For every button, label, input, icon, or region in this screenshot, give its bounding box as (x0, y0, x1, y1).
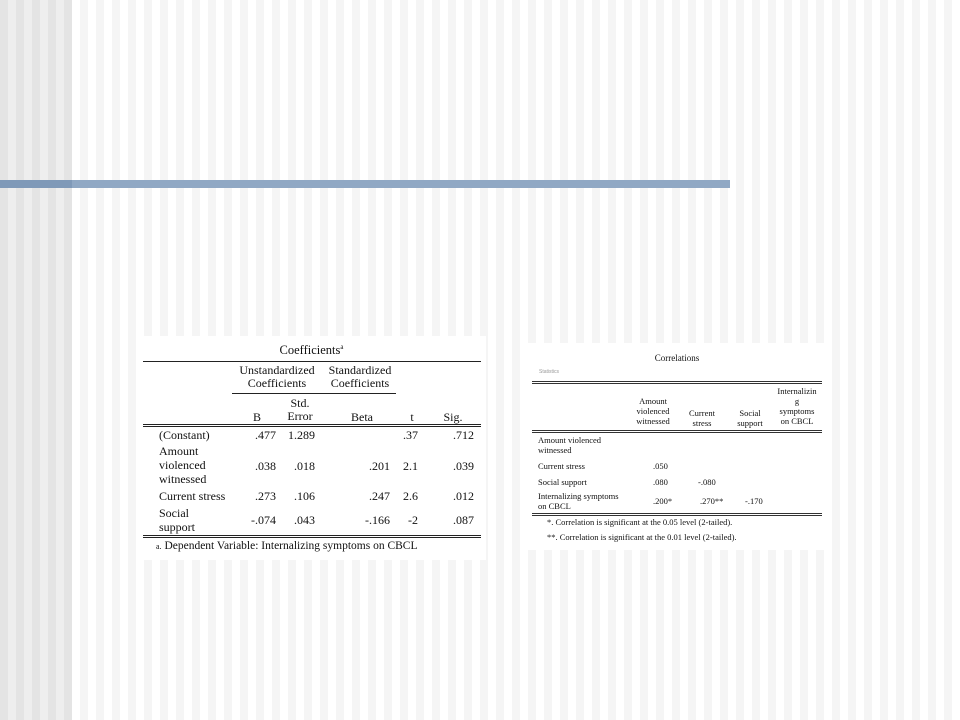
cell-se: .106 (294, 489, 315, 503)
cell-sig: .012 (453, 489, 474, 503)
bottom-rule (143, 535, 481, 538)
cell-beta: .247 (369, 489, 390, 503)
column-header-current-stress (681, 408, 723, 428)
label-line: witnessed (159, 472, 207, 486)
header-standardized (320, 364, 400, 390)
header-text: Error (287, 409, 313, 423)
cell-value: .050 (653, 461, 668, 471)
header-text: Unstandardized (239, 363, 315, 377)
cell-b: .477 (255, 428, 276, 442)
header-text: Amount (639, 396, 667, 406)
header-text: on CBCL (780, 416, 814, 426)
label-line: Internalizing symptoms (538, 491, 619, 501)
label-line: Amount (159, 444, 199, 458)
header-text: symptoms (779, 406, 815, 416)
header-text: Internalizin (777, 386, 817, 396)
header-text: Social (739, 408, 761, 418)
column-header-amount-violenced (623, 396, 683, 426)
header-text: Coefficients (247, 376, 307, 390)
coefficients-title-superscript: a (340, 343, 344, 351)
cell-value: .080 (653, 477, 668, 487)
cell-beta: -.166 (365, 513, 390, 527)
correlations-subtitle: Statistics (539, 369, 560, 375)
label-line: witnessed (538, 445, 572, 455)
label-line: violenced (159, 458, 206, 472)
column-header-b: B (252, 410, 261, 424)
top-rule (532, 381, 822, 384)
correlations-note-05: *. Correlation is significant at the 0.05 level (2-tailed). (547, 517, 733, 527)
cell-sig: .039 (453, 459, 474, 473)
slide-accent-line (0, 180, 730, 188)
row-label-amount-violenced (159, 444, 206, 486)
bottom-rule (532, 513, 822, 516)
header-rule (532, 430, 822, 433)
cell-t: .37 (403, 428, 418, 442)
header-rule (143, 424, 481, 427)
cell-b: .273 (255, 489, 276, 503)
label-line: Social (159, 506, 189, 520)
header-text: stress (692, 418, 712, 428)
row-label-social-support: Social support (538, 477, 587, 487)
cell-se: 1.289 (288, 428, 315, 442)
cell-t: 2.6 (403, 489, 418, 503)
cell-t: -2 (408, 513, 418, 527)
row-label-internalizing (538, 491, 619, 511)
cell-sig: .087 (453, 513, 474, 527)
column-header-sig: Sig. (443, 410, 463, 424)
header-text: Current (689, 408, 715, 418)
cell-b: .038 (255, 459, 276, 473)
cell-value: -.080 (698, 477, 716, 487)
row-label-amount-violenced (538, 435, 601, 455)
column-header-t: t (410, 410, 414, 424)
label-line: Amount violenced (538, 435, 602, 445)
cell-beta: .201 (369, 459, 390, 473)
slide-left-bar (0, 0, 72, 720)
header-text: Coefficients (330, 376, 390, 390)
column-header-internalizing (769, 386, 825, 426)
label-line: support (159, 520, 195, 534)
footnote-mark: a. (156, 542, 162, 551)
header-text: Std. (290, 396, 310, 410)
row-label-current-stress: Current stress (538, 461, 585, 471)
row-label-current-stress: Current stress (159, 489, 226, 503)
cell-value: .270** (700, 496, 724, 506)
header-text: g (794, 396, 800, 406)
cell-t: 2.1 (403, 459, 418, 473)
header-text: witnessed (636, 416, 670, 426)
coefficients-title (137, 343, 486, 358)
cell-sig: .712 (453, 428, 474, 442)
table-rule (143, 361, 481, 362)
coefficients-table (137, 336, 486, 560)
cell-value: .200* (653, 496, 673, 506)
label-line: on CBCL (538, 501, 571, 511)
correlations-note-01: **. Correlation is significant at the 0.01 level (2-tailed). (547, 532, 737, 542)
coefficients-footnote (156, 540, 418, 552)
column-header-std-error (282, 397, 318, 423)
cell-b: -.074 (251, 513, 276, 527)
header-unstandardized (232, 364, 322, 390)
cell-se: .043 (294, 513, 315, 527)
header-text: violenced (636, 406, 670, 416)
correlations-table (527, 343, 827, 550)
row-label-social-support (159, 506, 195, 534)
cell-se: .018 (294, 459, 315, 473)
column-header-social-support (729, 408, 771, 428)
header-text: support (737, 418, 763, 428)
correlations-title: Correlations (654, 353, 700, 363)
group-rule (232, 393, 396, 394)
footnote-text: Dependent Variable: Internalizing symptoms on CBCL (164, 540, 418, 552)
coefficients-title-text: Coefficients (279, 343, 341, 358)
row-label-constant: (Constant) (159, 428, 210, 442)
header-text: Standardized (328, 363, 392, 377)
column-header-beta: Beta (351, 410, 373, 424)
cell-value: -.170 (745, 496, 763, 506)
